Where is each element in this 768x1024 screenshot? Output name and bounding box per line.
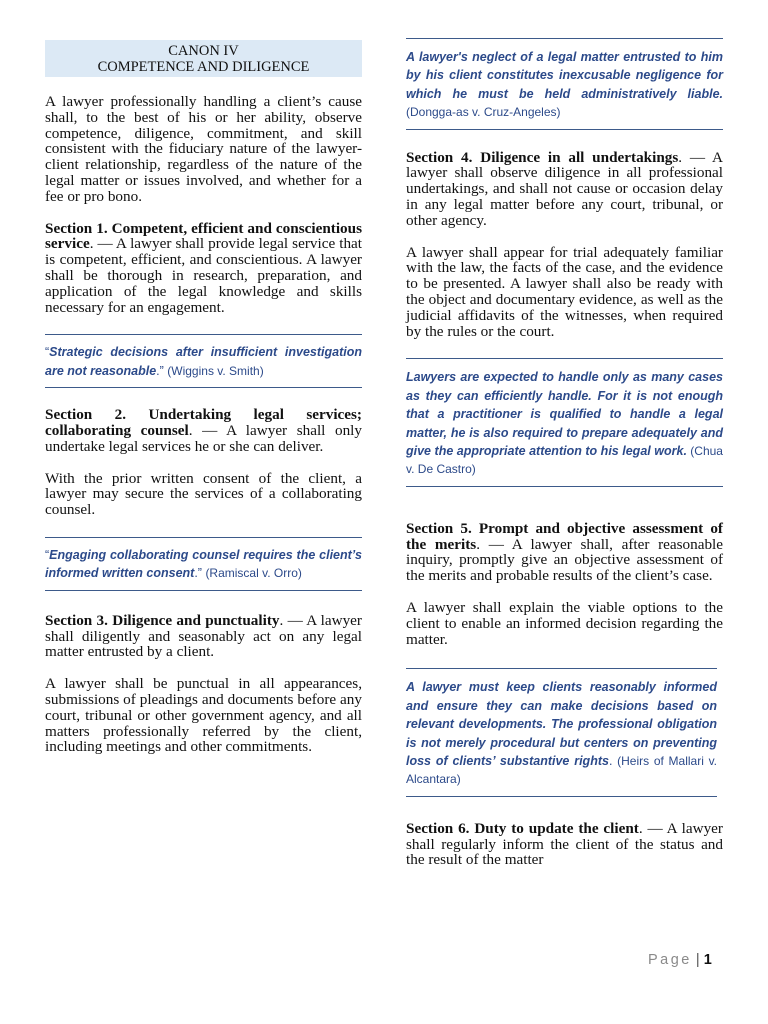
section-2-text: . — A lawyer shall only undertake legal services he or she can deliver. <box>45 421 362 455</box>
section-5 <box>406 521 723 584</box>
section-4-heading: Section 4. Diligence in all undertakings <box>406 148 679 166</box>
left-column <box>45 38 362 755</box>
section-3-paragraph-2: A lawyer shall be punctual in all appearances, submissions of pleadings and documents before any court, tribunal or other government agency, and all matters professionally referred by the client, including meetings and other commitments. <box>45 675 362 756</box>
case-citation: (Heirs of Mallari v. Alcantara) <box>406 754 718 787</box>
quote-text: Lawyers are expected to handle only as many cases as they can efficiently handle. For it is not enough that a practitioner is qualified to handle a legal matter, he is also required to prepare adequately and give the appropriate attention to his legal work. <box>406 370 723 459</box>
case-citation: (Ramiscal v. Orro) <box>205 566 302 581</box>
canon-heading-box <box>45 40 362 77</box>
section-2-heading: Section 2. Undertaking legal services; collaborating counsel <box>45 406 362 439</box>
page-label: Page <box>648 952 692 968</box>
canon-intro: A lawyer professionally handling a client’s cause shall, to the best of his or her ability, observe competence, diligence, commitment, and skill consistent with the fiduciary nature of the lawyer-client relationship, regardless of the nature of the legal matter or issues involved, and whether for a fee or pro bono. <box>45 93 362 205</box>
section-6-text: . — A lawyer shall regularly inform the client of the status and the result of the matter <box>406 819 723 869</box>
right-column <box>406 38 723 868</box>
case-citation: (Chua v. De Castro) <box>406 444 723 477</box>
quote-text: A lawyer's neglect of a legal matter entrusted to him by his client constitutes inexcusable negligence for which he must be held administratively liable. <box>406 50 723 101</box>
section-6-heading: Section 6. Duty to update the client <box>406 819 639 837</box>
section-4-text: . — A lawyer shall observe diligence in all professional undertakings, and shall not cause or occasion delay in any legal matter before any court, tribunal, or other agency. <box>406 148 723 229</box>
section-6 <box>406 821 723 868</box>
page-number: 1 <box>703 952 712 968</box>
quote-text: A lawyer must keep clients reasonably informed and ensure they can make decisions based on relevant developments. The professional obligation is not merely procedural but centers on preventing loss of clients’ substantive rights <box>406 680 717 769</box>
case-quote-ramiscal: “Engaging collaborating counsel requires the client’s informed written consent.” (Ramiscal v. Orro) <box>45 537 362 591</box>
section-1-text: . — A lawyer shall provide legal service that is competent, efficient, and conscientious. A lawyer shall be thorough in research, preparation, and application of the legal knowledge and skills necessary for an engagement. <box>45 235 362 316</box>
page-footer <box>648 952 712 968</box>
page-separator: | <box>691 952 704 968</box>
canon-title: COMPETENCE AND DILIGENCE <box>97 59 310 75</box>
case-quote-mallari: A lawyer must keep clients reasonably informed and ensure they can make decisions based on relevant developments. The professional obligation is not merely procedural but centers on preventing loss of clients’ substantive rights. (Heirs of Mallari v. Alcantara) <box>406 668 717 796</box>
section-1-heading: Section 1. Competent, efficient and conscientious service <box>45 219 362 253</box>
section-3 <box>45 613 362 660</box>
section-1 <box>45 221 362 316</box>
canon-number: CANON IV <box>168 43 239 59</box>
section-5-heading: Section 5. Prompt and objective assessment of the merits <box>406 519 723 553</box>
section-2-paragraph-2: With the prior written consent of the client, a lawyer may secure the services of a collaborating counsel. <box>45 469 362 519</box>
section-4 <box>406 150 723 229</box>
quote-text: Engaging collaborating counsel requires the client’s informed written consent <box>45 547 362 581</box>
quote-text: Strategic decisions after insufficient investigation are not reasonable <box>45 345 362 378</box>
section-4-paragraph-2: A lawyer shall appear for trial adequately familiar with the law, the facts of the case, and the evidence to be presented. A lawyer shall also be ready with the object and documentary evidence, as well as the judicial affidavits of the witnesses, when required by the rules or the court. <box>406 243 723 340</box>
section-3-text: . — A lawyer shall diligently and seasonably act on any legal matter entrusted by a client. <box>45 611 362 661</box>
case-citation: (Wiggins v. Smith) <box>167 363 264 378</box>
case-quote-chua <box>406 358 723 486</box>
case-quote-dongga-as <box>406 38 723 130</box>
case-quote-wiggins: “Strategic decisions after insufficient investigation are not reasonable.” (Wiggins v. Smith) <box>45 334 362 388</box>
case-citation: (Dongga-as v. Cruz-Angeles) <box>406 105 561 120</box>
section-2 <box>45 407 362 454</box>
section-5-text: . — A lawyer shall, after reasonable inquiry, promptly give an objective assessment of the merits and probable results of the client’s case. <box>406 535 723 585</box>
section-3-heading: Section 3. Diligence and punctuality <box>45 611 280 629</box>
section-5-paragraph-2: A lawyer shall explain the viable options to the client to enable an informed decision regarding the matter. <box>406 599 723 648</box>
